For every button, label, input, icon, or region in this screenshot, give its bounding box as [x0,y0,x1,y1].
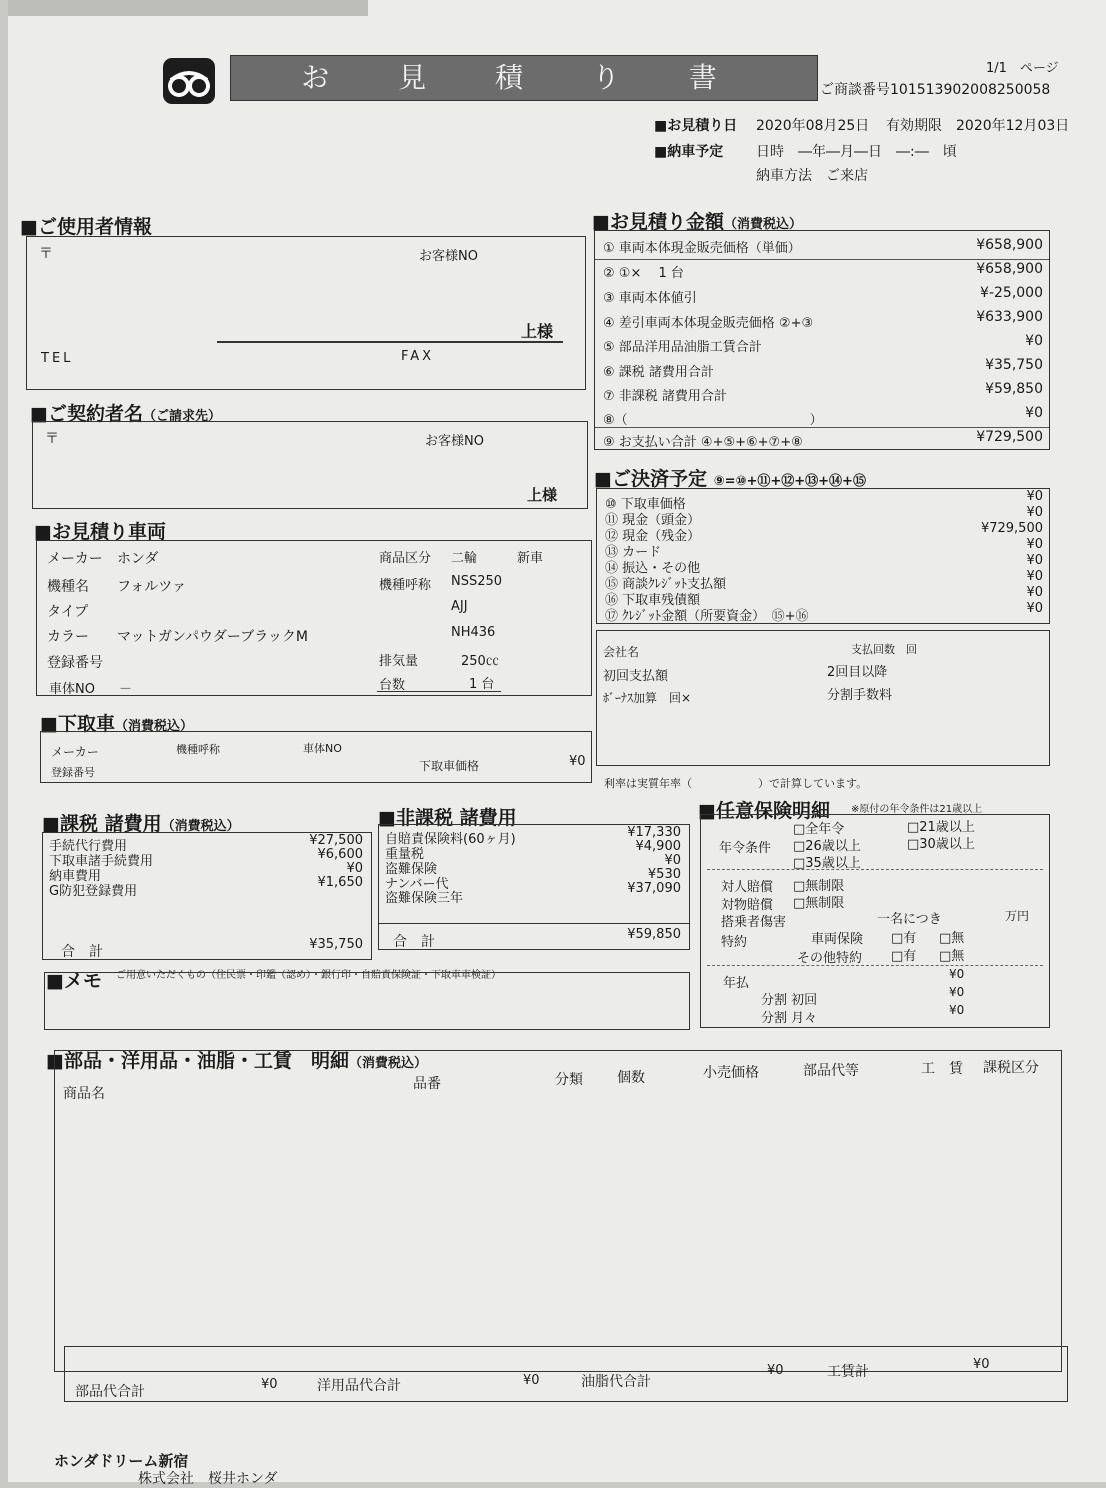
taxable-item-label: 手続代行費用 [49,839,128,854]
contractor-honorific: 上様 [527,486,558,504]
parts-total-label: 部品代合計 [75,1384,145,1400]
insurance-annual-label: 年払 [723,976,750,991]
insurance-first: ¥0 [949,985,965,999]
estimate-row-label: ② ①× 1 台 [603,266,684,281]
nontax-item-label: 自賠責保険料(60ヶ月) [385,832,516,847]
taxable-total-label: 合 計 [61,944,103,960]
memo-box [44,972,690,1030]
dealer-name: ホンダドリーム新宿 [54,1452,189,1470]
nontax-fees-box [378,824,690,950]
estimate-sheet [8,0,1106,1487]
insurance-age-label: 年令条件 [719,841,772,856]
age-option-checkbox[interactable]: □30歳以上 [907,837,975,852]
vehicle-ins-yes-checkbox[interactable]: □有 [891,931,917,946]
taxable-item-value: ¥27,500 [309,833,363,848]
parts-total-value: ¥0 [261,1377,278,1392]
settlement-heading: ■ご決済予定 ⑨=⑩+⑪+⑫+⑬+⑭+⑮ [594,468,866,490]
memo-heading: ■メモ [46,970,102,992]
parts-total-value: ¥0 [973,1357,990,1372]
tradein-maker-label: メーカー [51,745,99,759]
dashed-divider [707,965,1043,966]
tradein-reg-label: 登録番号 [51,766,95,779]
insurance-object-checkbox[interactable]: □無制限 [793,896,845,911]
nontax-item-label: ナンバー代 [385,877,449,892]
settlement-row-label: ⑮ 商談ｸﾚｼﾞｯﾄ支払額 [605,577,727,592]
insurance-person-checkbox[interactable]: □無制限 [793,879,845,894]
estimate-total-label: ⑨ お支払い合計 ④+⑤+⑥+⑦+⑧ [603,435,803,450]
parts-total-value: ¥0 [523,1373,540,1388]
vehicle-model-label: 機種名 [47,579,89,595]
other-special-no-checkbox[interactable]: □無 [939,949,965,964]
vehicle-body: － [119,682,133,697]
estimate-row-value: ¥0 [1025,405,1043,421]
estimate-row-label: ⑤ 部品洋用品油脂工賃合計 [603,340,762,355]
contractor-customer-no: お客様NO [425,434,484,449]
vehicle-code-label: 機種呼称 [379,578,432,593]
settlement-row-value: ¥0 [1026,505,1043,520]
age-option-checkbox[interactable]: □全年令 [793,822,845,837]
estimate-row-label: ④ 差引車両本体現金販売価格 ②+③ [603,316,814,331]
vehicle-code: NSS250 [451,574,503,589]
settlement-row-value: ¥0 [1026,537,1043,552]
insurance-note: ※原付の年令条件は21歳以上 [851,804,983,815]
valid-label: 有効期限 [886,118,942,134]
settlement-row-label: ⑭ 振込・その他 [605,561,701,576]
insurance-person-label: 対人賠償 [721,880,774,895]
credit-box [596,630,1050,766]
dealer-company: 株式会社 桜井ホンダ [138,1471,278,1487]
column-header: 個数 [617,1070,645,1086]
valid-date: 2020年12月03日 [956,118,1070,134]
vehicle-reg-label: 登録番号 [47,655,103,671]
page-indicator: 1/1 ページ [986,61,1059,76]
estimate-row-value: ¥-25,000 [980,285,1043,301]
estimate-total-value: ¥729,500 [976,429,1043,445]
vehicle-maker-label: メーカー [47,551,103,567]
column-header: 部品代等 [803,1063,859,1079]
vehicle-type-code: AJJ [451,599,468,614]
estimate-row-label: ⑦ 非課税 諸費用合計 [603,389,727,404]
deal-number: ご商談番号101513902008250058 [820,82,1051,98]
settlement-row-label: ⑯ 下取車残債額 [605,593,701,608]
estimate-amount-box [594,230,1050,450]
settlement-row-label: ⑪ 現金（頭金） [605,513,701,528]
column-header: 小売価格 [703,1065,759,1081]
vehicle-displacement: 250㏄ [461,654,499,669]
settlement-row-value: ¥729,500 [980,521,1043,536]
nontax-total-label: 合 計 [393,934,435,950]
taxable-item-value: ¥6,600 [317,847,363,862]
estimate-row-label: ① 車両本体現金販売価格（単価） [603,241,801,256]
parts-totals-row [64,1346,1068,1402]
parts-total-label: 工賃計 [827,1364,869,1380]
user-customer-no: お客様NO [419,249,478,264]
delivery-label: ■納車予定 [654,144,724,160]
column-header: 品番 [413,1076,441,1092]
credit-pay-count-label: 支払回数 回 [851,643,917,656]
nontax-item-label: 重量税 [385,847,425,862]
vehicle-color-code: NH436 [451,625,496,640]
settlement-row-label: ⑰ ｸﾚｼﾞｯﾄ金額（所要資金） ⑮+⑯ [605,609,809,624]
taxable-total: ¥35,750 [309,937,363,952]
settlement-row-value: ¥0 [1026,553,1043,568]
vehicle-displacement-label: 排気量 [379,654,419,669]
estimate-date-label: ■お見積り日 [654,118,738,134]
age-option-checkbox[interactable]: □21歳以上 [907,820,975,835]
settlement-box [596,488,1050,624]
vehicle-box [36,540,592,696]
vehicle-color: マットガンパウダーブラックM [117,629,308,645]
taxable-item-label: 下取車諸手続費用 [49,854,154,869]
vehicle-model: フォルツァ [117,579,187,595]
column-header: 課税区分 [983,1060,1039,1076]
memo-note: ご用意いただくもの（住民票・印鑑（認め）・銀行印・自賠責保険証・下取車車検証） [116,970,501,981]
settlement-row-value: ¥0 [1026,489,1043,504]
age-option-checkbox[interactable]: □26歳以上 [793,839,861,854]
delivery-datetime: 日時 ―年―月―日 ―:― 頃 [756,144,957,160]
vehicle-color-label: カラー [47,629,89,645]
insurance-monthly: ¥0 [949,1003,965,1017]
taxable-item-value: ¥0 [346,861,363,876]
estimate-row-label: ⑧（ ） [603,413,823,428]
vehicle-heading: ■お見積り車両 [34,521,166,543]
credit-fee-label: 分割手数料 [827,688,893,703]
vehicle-category2: 新車 [517,551,544,566]
dashed-divider [707,869,1043,870]
delivery-method: 納車方法 ご来店 [756,168,868,184]
nontax-item-value: ¥0 [664,853,681,868]
tradein-model-label: 機種呼称 [176,743,220,756]
parts-table [54,1050,1062,1372]
insurance-heading: ■任意保険明細 [698,800,830,822]
vehicle-type-label: タイプ [47,604,89,620]
settlement-row-label: ⑫ 現金（残金） [605,529,701,544]
age-option-checkbox[interactable]: □35歳以上 [793,856,861,871]
contractor-postal: 〒 [45,431,59,447]
estimate-row-value: ¥59,850 [985,381,1043,397]
parts-heading: ■部品・洋用品・油脂・工賃 明細（消費税込） [46,1050,427,1072]
estimate-row-value: ¥633,900 [976,309,1043,325]
tradein-price: ¥0 [569,754,586,769]
nontax-total: ¥59,850 [627,927,681,942]
taxable-item-value: ¥1,650 [317,875,363,890]
user-honorific: 上様 [521,322,554,341]
user-postal: 〒 [39,246,53,262]
credit-company-label: 会社名 [603,645,640,659]
nontax-item-label: 盗難保険三年 [385,891,464,906]
column-header: 商品名 [63,1086,105,1102]
user-info-box [26,236,586,390]
other-special-yes-checkbox[interactable]: □有 [891,949,917,964]
nontax-fees-heading: ■非課税 諸費用 [378,807,517,829]
settlement-row-label: ⑬ カード [605,545,662,560]
settlement-row-value: ¥0 [1026,601,1043,616]
estimate-row-label: ⑥ 課税 諸費用合計 [603,365,714,380]
vehicle-body-label: 車体NO [49,682,95,697]
vehicle-ins-no-checkbox[interactable]: □無 [939,931,965,946]
tradein-box [40,731,592,783]
insurance-first-label: 分割 初回 [761,993,818,1008]
user-info-heading: ■ご使用者情報 [20,216,152,238]
estimate-row-value: ¥658,900 [976,261,1043,277]
tradein-heading: ■下取車（消費税込） [40,713,193,735]
insurance-passenger-unit: 万円 [1005,909,1030,923]
credit-second-label: 2回目以降 [827,665,888,680]
column-header: 工 賃 [921,1061,963,1077]
parts-total-label: 油脂代合計 [581,1374,651,1390]
contractor-heading: ■ご契約者名（ご請求先） [30,403,221,425]
taxable-fees-heading: ■課税 諸費用（消費税込） [42,813,240,835]
column-header: 分類 [555,1072,583,1088]
credit-bonus-label: ﾎﾞｰﾅｽ加算 回× [603,691,692,705]
user-fax-label: FAX [401,349,435,364]
taxable-fees-box [42,832,372,960]
estimate-row-value: ¥0 [1025,333,1043,349]
row-divider [595,259,1049,260]
estimate-row-value: ¥35,750 [985,357,1043,373]
settlement-row-label: ⑩ 下取車価格 [605,497,686,512]
nontax-item-value: ¥17,330 [627,825,681,840]
vehicle-count-label: 台数 [379,678,406,693]
estimate-row-value: ¥658,900 [976,237,1043,253]
tradein-price-label: 下取車価格 [419,759,480,773]
top-shadow-strip [8,0,368,16]
credit-first-label: 初回支払額 [603,669,669,684]
tradein-body-label: 車体NO [303,742,342,755]
row-divider [595,427,1049,428]
nontax-item-value: ¥37,090 [627,881,681,896]
parts-total-value: ¥0 [767,1363,784,1378]
estimate-row-label: ③ 車両本体値引 [603,291,697,306]
settlement-row-value: ¥0 [1026,585,1043,600]
vehicle-category1: 二輪 [451,551,478,566]
vehicle-count: 1 台 [469,677,495,692]
insurance-passenger-label: 搭乗者傷害 [721,915,787,930]
insurance-vehicle-label: 車両保険 [811,932,864,947]
user-name-line [217,341,563,343]
insurance-monthly-label: 分割 月々 [761,1011,818,1026]
row-divider [379,923,689,924]
nontax-item-value: ¥4,900 [635,839,681,854]
credit-rate-note: 利率は実質年率（ ）で計算しています。 [604,777,868,790]
vehicle-maker: ホンダ [117,551,159,567]
nontax-item-label: 盗難保険 [385,862,438,877]
taxable-item-label: 納車費用 [49,869,102,884]
insurance-other-label: その他特約 [797,951,863,966]
vehicle-category-label: 商品区分 [379,551,432,566]
page-title: お 見 積 り 書 [230,55,818,101]
vehicle-count-underline [377,691,501,692]
nontax-item-value: ¥530 [647,867,681,882]
insurance-annual: ¥0 [949,967,965,981]
insurance-box [700,814,1050,1028]
insurance-object-label: 対物賠償 [721,898,774,913]
parts-total-label: 洋用品代合計 [317,1378,401,1394]
honda-wing-logo-icon [163,58,215,104]
estimate-date: 2020年08月25日 [756,118,870,134]
estimate-amount-heading: ■お見積り金額（消費税込） [592,211,802,233]
user-tel-label: TEL [41,351,74,366]
settlement-row-value: ¥0 [1026,569,1043,584]
insurance-special-label: 特約 [721,935,748,950]
taxable-item-label: G防犯登録費用 [49,884,138,899]
contractor-box [32,421,588,509]
insurance-passenger-value: 一名につき [877,912,942,927]
